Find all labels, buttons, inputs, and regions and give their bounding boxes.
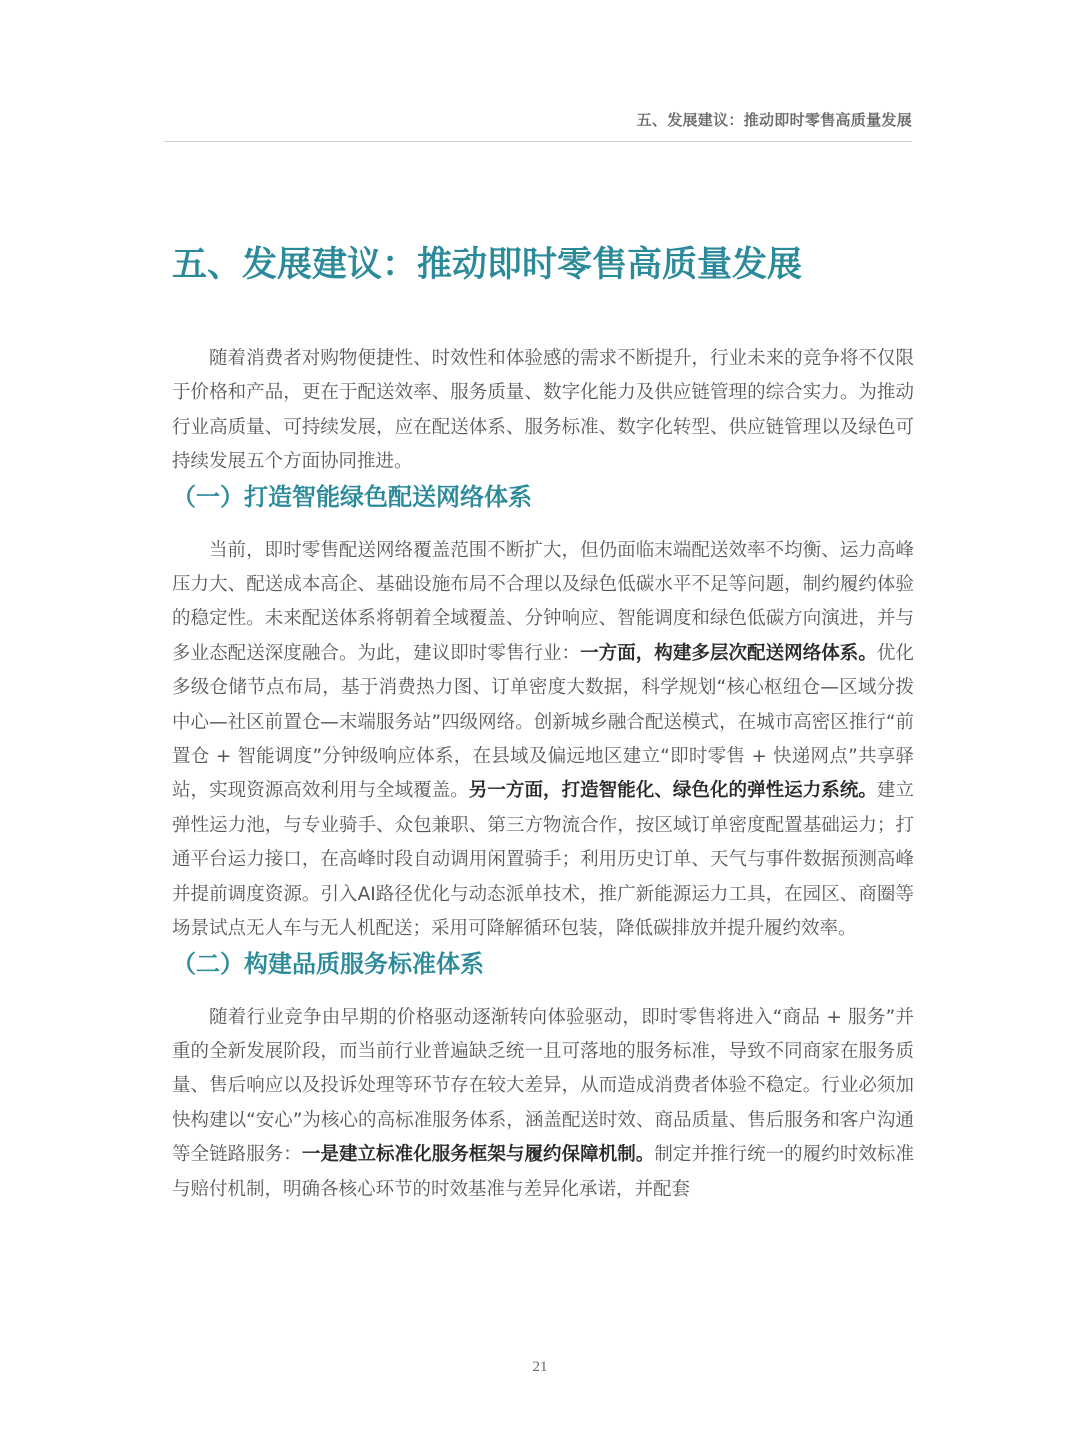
section-2-paragraph [172, 1001, 914, 1207]
section-1-bold-b: 另一方面，打造智能化、绿色化的弹性运力系统。 [468, 780, 877, 802]
chapter-title: 五、发展建议：推动即时零售高质量发展 [172, 245, 803, 285]
running-header-title: 五、发展建议：推动即时零售高质量发展 [636, 111, 912, 129]
header-divider [164, 141, 912, 142]
section-1-title: （一）打造智能绿色配送网络体系 [172, 482, 532, 511]
section-1-text-a: 当前，即时零售配送网络覆盖范围不断扩大，但仍面临末端配送效率不均衡、运力高峰压力大、配送成本高企、基础设施布局不合理以及绿色低碳水平不足等问题，制约履约体验的稳定性。未来配送体系将朝着全域覆盖、分钟响应、智能调度和绿色低碳方向演进，并与多业态配送深度融合。为此，建议即时零售行业： [172, 539, 914, 664]
section-2-bold-a: 一是建立标准化服务框架与履约保障机制。 [301, 1144, 655, 1166]
section-1-text-c: 建立弹性运力池，与专业骑手、众包兼职、第三方物流合作，按区域订单密度配置基础运力；打通平台运力接口，在高峰时段自动调用闲置骑手；利用历史订单、天气与事件数据预测高峰并提前调度资源。引入AI路径优化与动态派单技术，推广新能源运力工具，在园区、商圈等场景试点无人车与无人机配送；采用可降解循环包装，降低碳排放并提升履约效率。 [172, 780, 914, 940]
chapter-intro-paragraph: 随着消费者对购物便捷性、时效性和体验感的需求不断提升，行业未来的竞争将不仅限于价格和产品，更在于配送效率、服务质量、数字化能力及供应链管理的综合实力。为推动行业高质量、可持续发展，应在配送体系、服务标准、数字化转型、供应链管理以及绿色可持续发展五个方面协同推进。 [172, 348, 914, 473]
page-content [172, 240, 914, 1207]
section-1-paragraph [172, 534, 914, 947]
section-1-text-b: 优化多级仓储节点布局，基于消费热力图、订单密度大数据，科学规划“核心枢纽仓—区域分拨中心—社区前置仓—末端服务站”四级网络。创新城乡融合配送模式，在城市高密区推行“前置仓 + 智能调度”分钟级响应体系，在县域及偏远地区建立“即时零售 + 快递网点”共享驿站，实现资源高效利用与全域覆盖。 [172, 642, 914, 802]
section-1-bold-a: 一方面，构建多层次配送网络体系。 [580, 642, 877, 664]
section-2-title: （二）构建品质服务标准体系 [172, 949, 484, 978]
section-2-text-b: 制定并推行统一的履约时效标准与赔付机制，明确各核心环节的时效基准与差异化承诺，并配套 [172, 1144, 914, 1200]
page-number: 21 [532, 1359, 548, 1375]
section-2-text-a: 随着行业竞争由早期的价格驱动逐渐转向体验驱动，即时零售将进入“商品 + 服务”并重的全新发展阶段，而当前行业普遍缺乏统一且可落地的服务标准，导致不同商家在服务质量、售后响应以及投诉处理等环节存在较大差异，从而造成消费者体验不稳定。行业必须加快构建以“安心”为核心的高标准服务体系，涵盖配送时效、商品质量、售后服务和客户沟通等全链路服务： [172, 1006, 914, 1166]
